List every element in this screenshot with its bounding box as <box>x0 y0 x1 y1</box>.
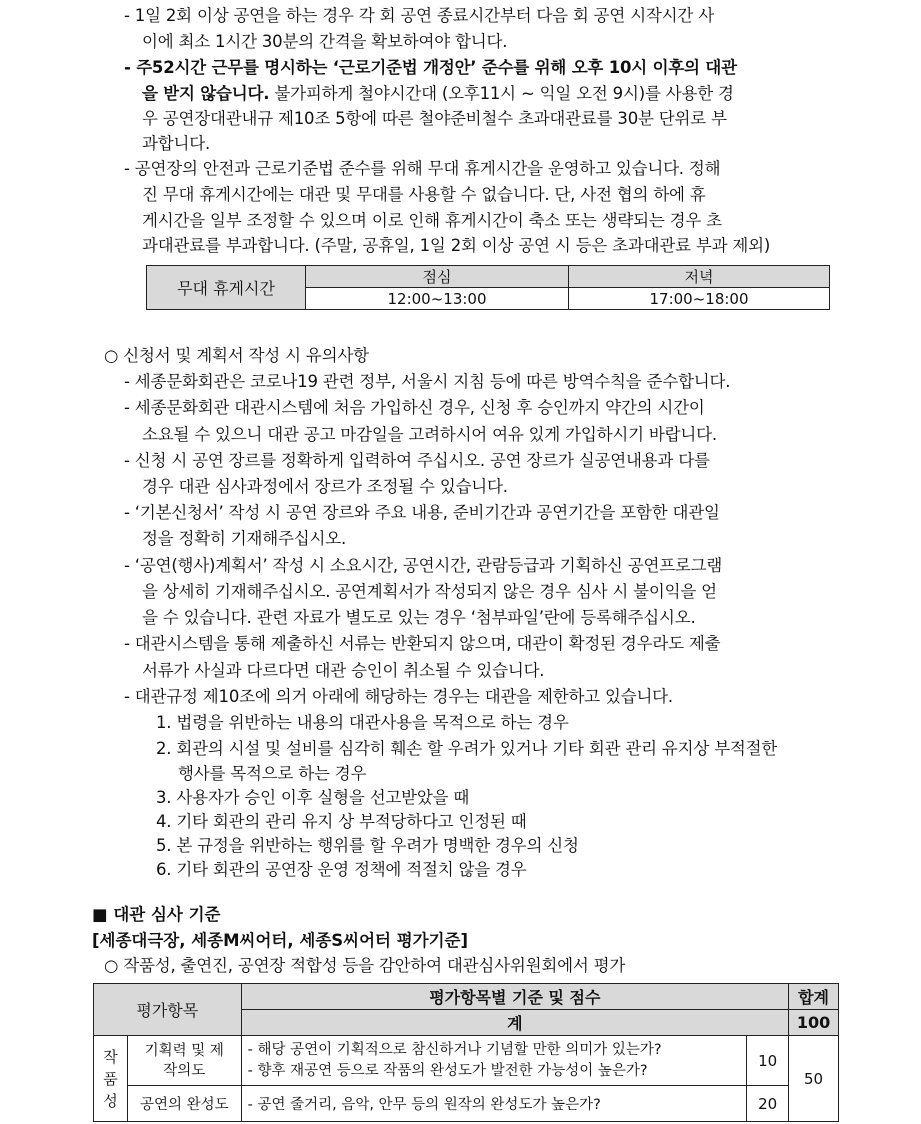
category-sum: 50 <box>789 1036 839 1122</box>
restriction-item: 5. 본 규정을 위반하는 행위를 할 우려가 명백한 경우의 신청 <box>156 836 579 855</box>
review-subheading: [세종대극장, 세종M씨어터, 세종S씨어터 평가기준] <box>92 931 468 950</box>
rule-line: - 1일 2회 이상 공연을 하는 경우 각 회 공연 종료시간부터 다음 회 공연 시작시간 사 <box>124 6 714 25</box>
note-line: - ‘공연(행사)계획서’ 작성 시 소요시간, 공연시간, 관람등급과 기획하신 공연프로그램 <box>124 556 723 575</box>
restriction-item: 6. 기타 회관의 공연장 운영 정책에 적절치 않을 경우 <box>156 860 527 879</box>
criteria-table <box>93 983 839 1122</box>
rule-line: 우 공연장대관내규 제10조 5항에 따른 철야준비철수 초과대관료를 30분 단위로 부 <box>142 109 727 128</box>
note-line: - ‘기본신청서’ 작성 시 공연 장르와 주요 내용, 준비기간과 공연기간을 포함한 대관일 <box>124 503 720 522</box>
col-criteria-header: 평가항목별 기준 및 점수 <box>241 984 788 1010</box>
note-line: - 세종문화회관 대관시스템에 처음 가입하신 경우, 신청 후 승인까지 약간의 시간이 <box>124 398 705 417</box>
bold-text: 을 받지 않습니다. <box>142 84 270 103</box>
restriction-item: 4. 기타 회관의 관리 유지 상 부적당하다고 인정된 때 <box>156 812 527 831</box>
total-value: 100 <box>789 1010 839 1036</box>
criteria-question: - 해당 공연이 기획적으로 참신하거나 기념할 만한 의미가 있는가? <box>247 1041 662 1058</box>
restriction-item: 2. 회관의 시설 및 설비를 심각히 훼손 할 우려가 있거나 기타 회관 관리 유지상 부적절한 <box>156 739 778 758</box>
note-line: 서류가 사실과 다르다면 대관 승인이 취소될 수 있습니다. <box>142 661 545 680</box>
restriction-item: 1. 법령을 위반하는 내용의 대관사용을 목적으로 하는 경우 <box>156 713 569 732</box>
total-label: 계 <box>241 1010 788 1036</box>
note-line: 을 상세히 기재해주십시오. 공연계획서가 작성되지 않은 경우 심사 시 불이익을 얻 <box>142 582 717 601</box>
subitem-label: 기획력 및 제작의도 <box>127 1036 241 1086</box>
dinner-time: 17:00~18:00 <box>569 288 830 310</box>
rule-line: 게시간을 일부 조정할 수 있으며 이로 인해 휴게시간이 축소 또는 생략되는 경우 초 <box>142 211 722 230</box>
rule-line: 진 무대 휴게시간에는 대관 및 무대를 사용할 수 없습니다. 단, 사전 협의 하에 휴 <box>142 185 706 204</box>
subitem-label: 공연의 완성도 <box>127 1086 241 1122</box>
criteria-question: - 공연 줄거리, 음악, 안무 등의 원작의 완성도가 높은가? <box>241 1086 747 1122</box>
category-label: 작품성 <box>94 1036 128 1122</box>
dinner-header: 저녁 <box>569 266 830 288</box>
col-item-header: 평가항목 <box>94 984 242 1036</box>
note-line: 을 수 있습니다. 관련 자료가 별도로 있는 경우 ‘첨부파일’란에 등록해주십시오. <box>142 608 696 627</box>
note-line: - 세종문화회관은 코로나19 관련 정부, 서울시 지침 등에 따른 방역수칙을 준수합니다. <box>124 372 731 391</box>
note-line: - 신청 시 공연 장르를 정확하게 입력하여 주십시오. 공연 장르가 실공연내용과 다를 <box>124 451 710 470</box>
rule-line-bold: - 주52시간 근무를 명시하는 ‘근로기준법 개정안’ 준수를 위해 오후 10시 이후의 대관 <box>124 58 737 77</box>
criteria-questions <box>241 1036 747 1086</box>
subitem-score: 20 <box>747 1086 789 1122</box>
note-line: 소요될 수 있으니 대관 공고 마감일을 고려하시어 여유 있게 가입하시기 바랍니다. <box>142 425 717 444</box>
section-heading: ○ 신청서 및 계획서 작성 시 유의사항 <box>104 346 369 365</box>
review-heading: ■ 대관 심사 기준 <box>92 905 221 924</box>
subitem-score: 10 <box>747 1036 789 1086</box>
criteria-question: - 향후 재공연 등으로 작품의 완성도가 발전한 가능성이 높은가? <box>247 1062 648 1079</box>
note-line: 경우 대관 심사과정에서 장르가 조정될 수 있습니다. <box>142 477 508 496</box>
note-line: - 대관규정 제10조에 의거 아래에 해당하는 경우는 대관을 제한하고 있습니다. <box>124 687 673 706</box>
restriction-item: 3. 사용자가 승인 이후 실형을 선고받았을 때 <box>156 788 470 807</box>
lunch-header: 점심 <box>306 266 569 288</box>
rule-line: 과합니다. <box>142 134 211 153</box>
note-line: 정을 정확히 기재해주십시오. <box>142 529 347 548</box>
rule-line: 이에 최소 1시간 30분의 간격을 확보하여야 합니다. <box>142 32 508 51</box>
review-intro: ○ 작품성, 출연진, 공연장 적합성 등을 감안하여 대관심사위원회에서 평가 <box>104 956 626 975</box>
lunch-time: 12:00~13:00 <box>306 288 569 310</box>
break-time-table <box>146 265 830 310</box>
rule-line: - 공연장의 안전과 근로기준법 준수를 위해 무대 휴게시간을 운영하고 있습니다. 정해 <box>124 159 721 178</box>
col-sum-header: 합계 <box>789 984 839 1010</box>
rule-line <box>142 82 734 106</box>
text: 불가피하게 철야시간대 (오후11시 ~ 익일 오전 9시)를 사용한 경 <box>269 84 734 103</box>
restriction-item: 행사를 목적으로 하는 경우 <box>178 764 367 783</box>
break-time-label: 무대 휴게시간 <box>147 266 306 310</box>
rule-line: 과대관료를 부과합니다. (주말, 공휴일, 1일 2회 이상 공연 시 등은 초과대관료 부과 제외) <box>142 236 771 255</box>
note-line: - 대관시스템을 통해 제출하신 서류는 반환되지 않으며, 대관이 확정된 경우라도 제출 <box>124 634 721 653</box>
